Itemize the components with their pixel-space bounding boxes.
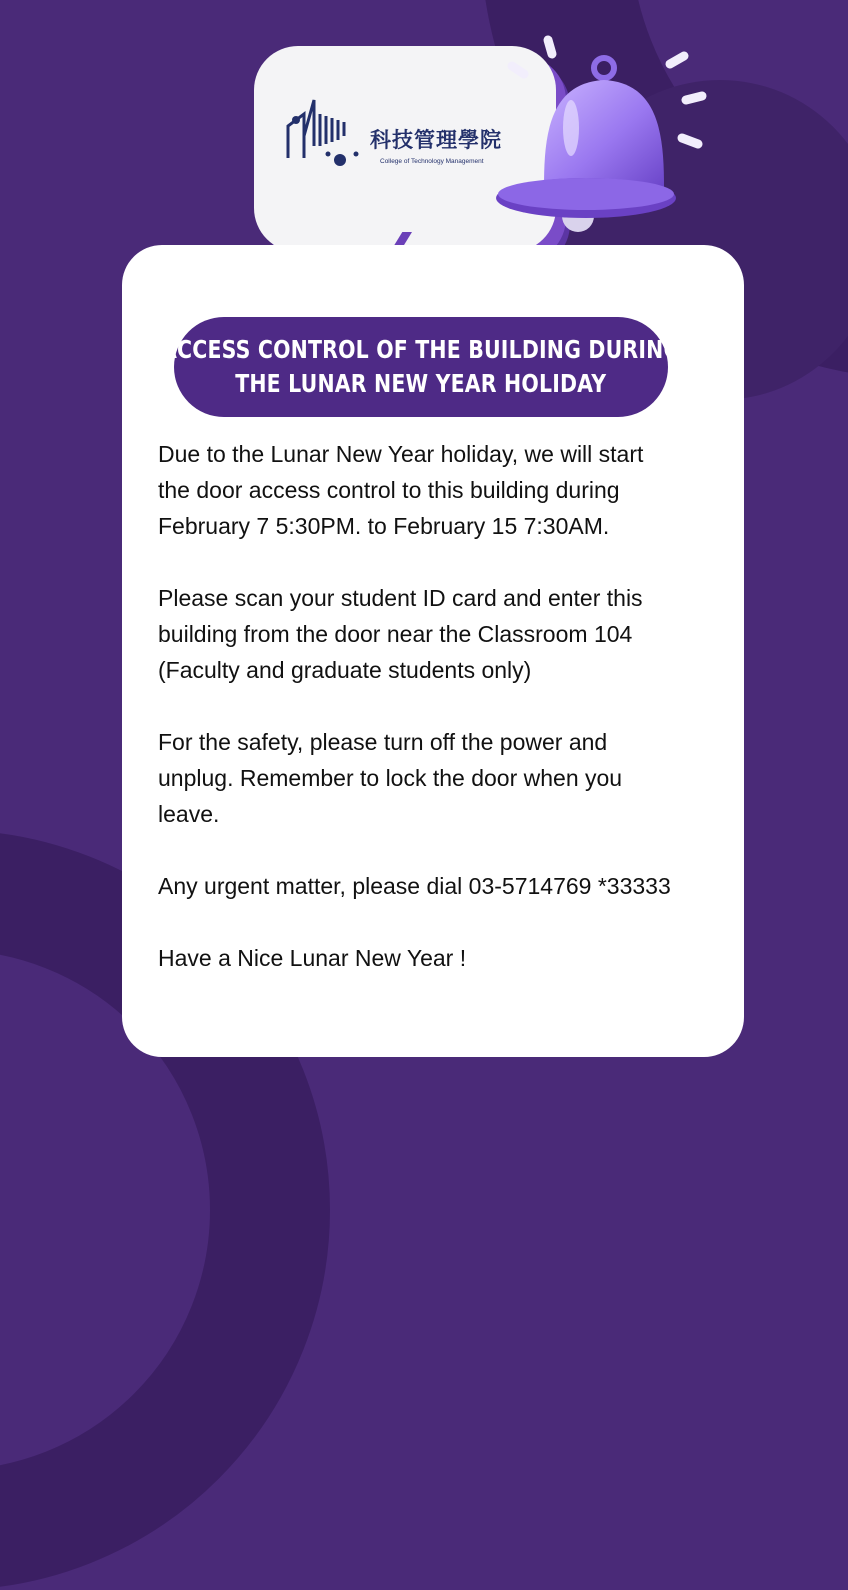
title-line-2: THE LUNAR NEW YEAR HOLIDAY: [235, 369, 607, 398]
college-logo: [284, 96, 514, 176]
title-banner: [161, 317, 681, 417]
title-line-1: ACCESS CONTROL OF THE BUILDING DURING: [161, 335, 681, 364]
building-logo-icon: [284, 96, 362, 168]
bell-icon: [486, 28, 716, 248]
paragraph-schedule: Due to the Lunar New Year holiday, we will start the door access control to this building during February 7 5:30PM. to February 15 7:30AM.: [158, 441, 644, 539]
notice-body: [158, 436, 728, 1012]
page-title: [161, 333, 680, 401]
logo-name-zh: 科技管理學院: [370, 128, 502, 152]
paragraph-entry: Please scan your student ID card and enter this building from the door near the Classroom 104 (Faculty and graduate students only): [158, 585, 643, 683]
paragraph-greeting: Have a Nice Lunar New Year !: [158, 945, 467, 971]
logo-name-en: College of Technology Management: [380, 158, 484, 165]
paragraph-safety: For the safety, please turn off the power and unplug. Remember to lock the door when you leave.: [158, 729, 623, 827]
paragraph-contact: Any urgent matter, please dial 03-5714769 *33333: [158, 873, 671, 899]
